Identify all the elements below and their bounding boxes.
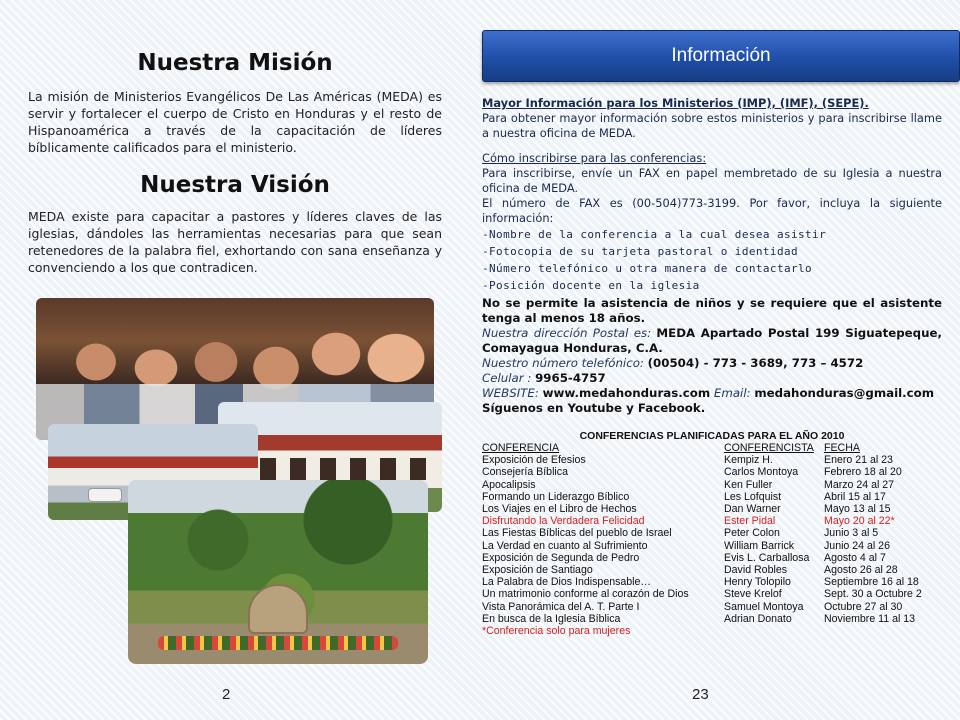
conference-speaker: Ken Fuller [724,478,773,491]
table-row [482,479,942,491]
conference-speaker: Carlos Montoya [724,466,799,479]
building-windows [230,458,430,480]
conference-speaker: Ester Pidal [724,515,776,528]
conference-speaker: Dan Warner [724,503,781,516]
conference-name: Apocalipsis [482,478,536,491]
follow-us-text: Síguenos en Youtube y Facebook. [482,401,706,415]
website-label: WEBSITE: [482,386,539,400]
table-row [482,466,942,478]
table-row [482,576,942,588]
more-info-text: Para obtener mayor información sobre estos ministerios y para inscribirse llame a nuestra oficina de MEDA. [482,111,942,140]
table-row [482,564,942,576]
page-number-left: 2 [222,686,231,703]
conference-date: Noviembre 11 al 13 [824,612,916,625]
web-email-line [482,386,942,401]
table-row [482,552,942,564]
conference-name: Disfrutando la Verdadera Felicidad [482,515,645,528]
conference-date: Mayo 20 al 22* [824,515,895,528]
conference-name: Formando un Liderazgo Bíblico [482,490,630,503]
right-page-content [482,30,942,638]
conference-name: La Verdad en cuanto al Sufrimiento [482,539,648,552]
conference-speaker: William Barrick [724,539,795,552]
conference-date: Agosto 26 al 28 [824,564,898,577]
cell-line [482,371,942,386]
conference-name: La Palabra de Dios Indispensable… [482,576,652,589]
requirement-item: -Fotocopia de su tarjeta pastoral o identidad [482,245,799,258]
email-label: Email: [713,386,751,400]
more-info-title: Mayor Información para los Ministerios (IMP), (IMF), (SEPE). [482,96,869,110]
cell-label: Celular : [482,371,532,385]
conference-date: Febrero 18 al 20 [824,466,902,479]
postal-label: Nuestra dirección Postal es: [482,326,652,340]
conference-speaker: Adrian Donato [724,612,792,625]
table-row [482,527,942,539]
photo-collage [28,298,442,670]
info-section [482,96,942,416]
mission-heading: Nuestra Misión [137,50,333,76]
register-text-2: El número de FAX es (00-504)773-3199. Por favor, incluya la siguiente información: [482,196,942,225]
postal-value: MEDA Apartado Postal 199 Siguatepeque, Comayagua Honduras, C.A. [482,326,942,355]
postal-address-line [482,326,942,356]
garden-fountain-photo [128,480,428,664]
page-number-right: 23 [692,686,709,703]
website-link[interactable]: www.medahonduras.com [542,386,711,400]
flower-bed [158,636,398,650]
phone-line [482,356,942,371]
conference-speaker: Peter Colon [724,527,780,540]
conference-date: Agosto 4 al 7 [824,551,886,564]
conference-name: Un matrimonio conforme al corazón de Dios [482,588,689,601]
email-link[interactable]: medahonduras@gmail.com [754,386,935,400]
phone-label: Nuestro número telefónico: [482,356,644,370]
register-text-1: Para inscribirse, envíe un FAX en papel membretado de su Iglesia a nuestra oficina de MEDA. [482,166,942,195]
conference-date: Enero 21 al 23 [824,454,893,467]
table-row [482,491,942,503]
conference-name: En busca de la Iglesia Bíblica [482,612,621,625]
requirement-item: -Nombre de la conferencia a la cual desea asistir [482,228,827,241]
conference-date: Octubre 27 al 30 [824,600,903,613]
conference-name: Consejería Bíblica [482,466,568,479]
info-header-banner: Información [482,30,960,82]
conferences-table [482,442,942,625]
table-row [482,454,942,466]
conference-date: Abril 15 al 17 [824,490,886,503]
table-header-row [482,442,942,454]
conference-name: Vista Panorámica del A. T. Parte I [482,600,640,613]
cell-value: 9965-4757 [535,371,606,385]
conference-speaker: Steve Krelof [724,588,782,601]
conference-date: Septiembre 16 al 18 [824,576,919,589]
table-row [482,588,942,600]
requirements-list [482,226,942,294]
left-page-content [28,50,442,276]
age-warning: No se permite la asistencia de niños y se requiere que el asistente tenga al menos 18 años. [482,296,942,325]
conference-name: Exposición de Santiago [482,564,593,577]
footnote: *Conferencia solo para mujeres [482,625,631,638]
header-conference: CONFERENCIA [482,442,560,454]
conference-name: Las Fiestas Bíblicas del pueblo de Israel [482,527,672,540]
conference-speaker: Evis L. Carballosa [724,551,810,564]
parked-car [88,488,122,502]
fountain [248,584,308,634]
conference-date: Sept. 30 a Octubre 2 [824,588,922,601]
table-row [482,515,942,527]
conference-name: Exposición de Efesios [482,454,586,467]
requirement-item: -Número telefónico u otra manera de contactarlo [482,262,813,275]
conference-speaker: Les Lofquist [724,490,782,503]
header-speaker: CONFERENCISTA [724,442,814,454]
table-row [482,601,942,613]
conference-date: Junio 24 al 26 [824,539,890,552]
mission-text: La misión de Ministerios Evangélicos De Las Américas (MEDA) es servir y fortalecer el cuerpo de Cristo en Honduras y el resto de Hispanoamérica a través de la capacitación de líderes bíblicamente calificados para el ministerio. [28,89,442,155]
conference-date: Mayo 13 al 15 [824,503,891,516]
table-row [482,540,942,552]
table-row [482,613,942,625]
conference-speaker: Kempiz H. [724,454,773,467]
conference-speaker: Samuel Montoya [724,600,804,613]
conference-speaker: David Robles [724,564,788,577]
conferences-title: CONFERENCIAS PLANIFICADAS PARA EL AÑO 2010 [579,430,845,442]
conference-date: Marzo 24 al 27 [824,478,895,491]
vision-heading: Nuestra Visión [140,172,330,198]
vision-text: MEDA existe para capacitar a pastores y líderes claves de las iglesias, dándoles las herramientas necesarias para que sean retenedores de la palabra fiel, exhortando con sana enseñanza y convenciendo a los que contradicen. [28,209,442,275]
phone-value: (00504) - 773 - 3689, 773 – 4572 [647,356,864,370]
conference-speaker: Henry Tolopilo [724,576,791,589]
conference-name: Exposición de Segunda de Pedro [482,551,640,564]
conference-name: Los Viajes en el Libro de Hechos [482,503,637,516]
conference-date: Junio 3 al 5 [824,527,879,540]
header-date: FECHA [824,442,860,454]
table-body [482,454,942,625]
requirement-item: -Posición docente en la iglesia [482,279,700,292]
table-row [482,503,942,515]
register-title: Cómo inscribirse para las conferencias: [482,151,707,165]
